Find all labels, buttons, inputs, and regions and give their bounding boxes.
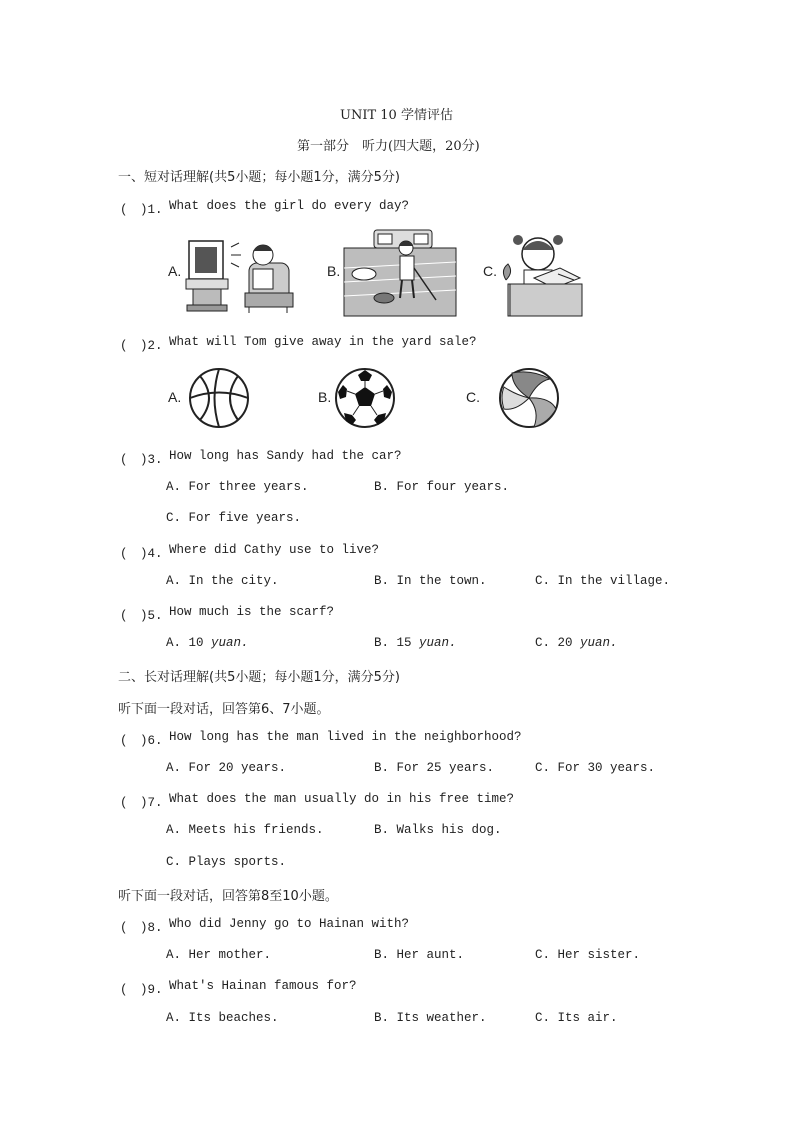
reading-desk-image: [500, 226, 582, 318]
q4-option-c[interactable]: C. In the village.: [535, 574, 671, 588]
q5-option-c[interactable]: [535, 636, 618, 650]
q5-option-c-amount: C. 20: [535, 636, 573, 650]
q2-answer-paren[interactable]: ( )2.: [120, 339, 163, 353]
q1-option-c-label: C.: [483, 263, 497, 279]
q5-option-b[interactable]: [374, 636, 457, 650]
q5-option-a-unit: yuan.: [211, 636, 249, 650]
q3-option-a[interactable]: A. For three years.: [166, 480, 309, 494]
q7-option-a[interactable]: A. Meets his friends.: [166, 823, 324, 837]
q8-question: Who did Jenny go to Hainan with?: [169, 917, 410, 931]
section1-heading: 一、短对话理解(共5小题；每小题1分，满分5分): [118, 170, 400, 185]
q4-option-a[interactable]: A. In the city.: [166, 574, 279, 588]
q6-option-c[interactable]: C. For 30 years.: [535, 761, 656, 775]
q6-question: How long has the man lived in the neighborhood?: [169, 730, 522, 744]
q6-option-a[interactable]: A. For 20 years.: [166, 761, 287, 775]
q5-option-a-amount: A. 10: [166, 636, 204, 650]
q6-answer-paren[interactable]: ( )6.: [120, 734, 163, 748]
q7-question: What does the man usually do in his free time?: [169, 792, 515, 806]
q6-option-b[interactable]: B. For 25 years.: [374, 761, 495, 775]
q7-option-b[interactable]: B. Walks his dog.: [374, 823, 502, 837]
q2-question: What will Tom give away in the yard sale?: [169, 335, 477, 349]
q3-answer-paren[interactable]: ( )3.: [120, 453, 163, 467]
q9-answer-paren[interactable]: ( )9.: [120, 983, 163, 997]
q5-question: How much is the scarf?: [169, 605, 335, 619]
q4-option-b[interactable]: B. In the town.: [374, 574, 487, 588]
q2-option-a-label: A.: [168, 389, 182, 405]
q8-option-b[interactable]: B. Her aunt.: [374, 948, 465, 962]
q2-option-b-label: B.: [318, 389, 332, 405]
cleaning-room-image: [344, 228, 456, 316]
section2-heading: 二、长对话理解(共5小题；每小题1分，满分5分): [118, 670, 400, 685]
q5-option-b-unit: yuan.: [419, 636, 457, 650]
soccer-ball-icon: [334, 367, 396, 429]
q4-answer-paren[interactable]: ( )4.: [120, 547, 163, 561]
q1-option-a-label: A.: [168, 263, 182, 279]
q7-option-c[interactable]: C. Plays sports.: [166, 855, 287, 869]
q9-question: What's Hainan famous for?: [169, 979, 357, 993]
tv-watching-image: [183, 233, 295, 315]
q5-option-a[interactable]: [166, 636, 249, 650]
q1-answer-paren[interactable]: ( )1.: [120, 203, 163, 217]
section2-intro-q8-q10: 听下面一段对话，回答第8至10小题。: [118, 889, 338, 904]
part-heading: 第一部分 听力(四大题，20分): [297, 139, 480, 154]
q5-option-c-unit: yuan.: [580, 636, 618, 650]
section2-intro-q6-q7: 听下面一段对话，回答第6、7小题。: [118, 702, 330, 717]
q8-option-a[interactable]: A. Her mother.: [166, 948, 272, 962]
q2-option-c-label: C.: [466, 389, 480, 405]
q3-option-b[interactable]: B. For four years.: [374, 480, 510, 494]
page-title: UNIT 10 学情评估: [340, 108, 453, 123]
q1-option-b-label: B.: [327, 263, 341, 279]
q7-answer-paren[interactable]: ( )7.: [120, 796, 163, 810]
q8-answer-paren[interactable]: ( )8.: [120, 921, 163, 935]
q8-option-c[interactable]: C. Her sister.: [535, 948, 641, 962]
q9-option-c[interactable]: C. Its air.: [535, 1011, 618, 1025]
q9-option-a[interactable]: A. Its beaches.: [166, 1011, 279, 1025]
q1-question: What does the girl do every day?: [169, 199, 410, 213]
q5-answer-paren[interactable]: ( )5.: [120, 609, 163, 623]
q5-option-b-amount: B. 15: [374, 636, 412, 650]
q3-question: How long has Sandy had the car?: [169, 449, 402, 463]
volleyball-icon: [498, 367, 560, 429]
q3-option-c[interactable]: C. For five years.: [166, 511, 302, 525]
basketball-icon: [188, 367, 250, 429]
q4-question: Where did Cathy use to live?: [169, 543, 380, 557]
q9-option-b[interactable]: B. Its weather.: [374, 1011, 487, 1025]
